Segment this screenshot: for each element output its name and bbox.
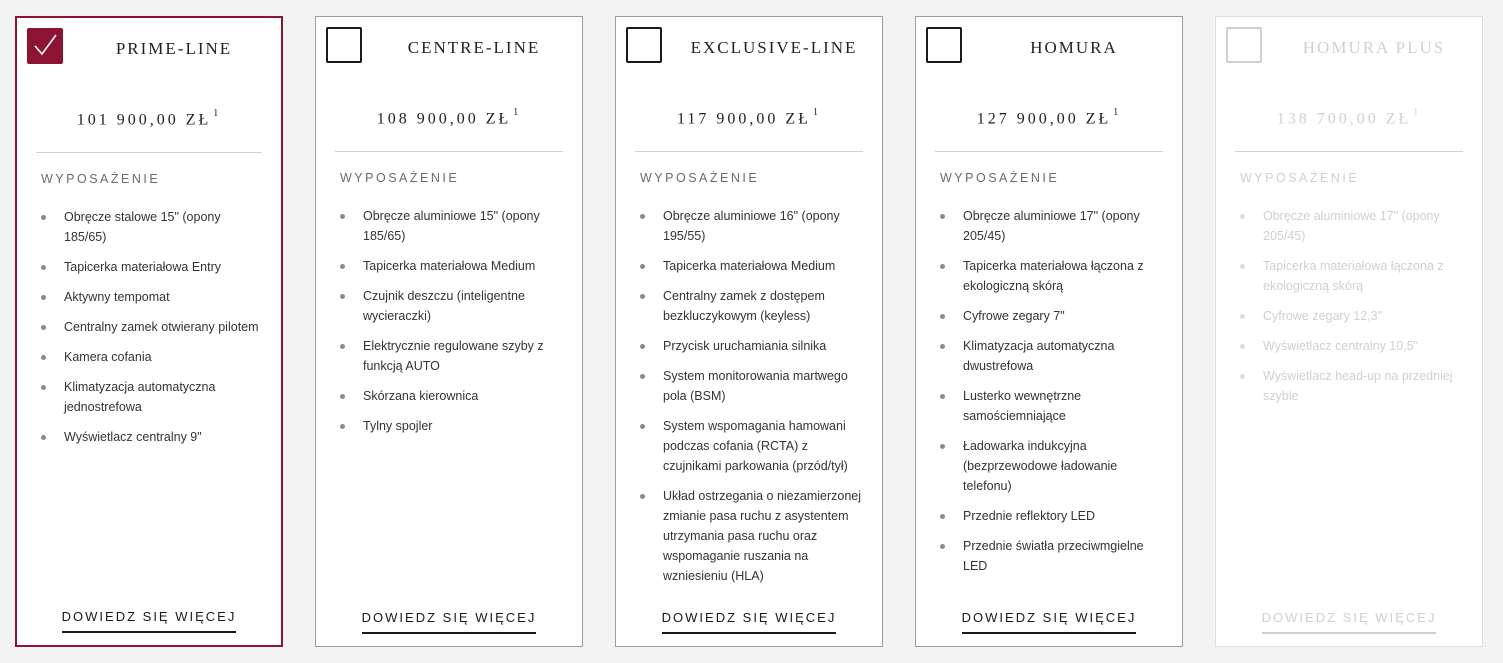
- trim-card-homura[interactable]: [915, 16, 1183, 647]
- price-value: 108 900,00 ZŁ: [376, 110, 512, 128]
- feature-item: Obręcze stalowe 15" (opony 185/65): [41, 207, 265, 247]
- feature-item: Tapicerka materiałowa Medium: [640, 256, 866, 276]
- feature-item: Ładowarka indukcyjna (bezprzewodowe ładowanie telefonu): [940, 436, 1166, 496]
- trim-name: PRIME-LINE: [115, 39, 233, 58]
- feature-list: [640, 206, 866, 596]
- feature-list: [41, 207, 265, 457]
- learn-more-link[interactable]: DOWIEDZ SIĘ WIĘCEJ: [362, 610, 537, 634]
- feature-item: Tapicerka materiałowa Entry: [41, 257, 265, 277]
- feature-item: Klimatyzacja automatyczna jednostrefowa: [41, 377, 265, 417]
- feature-list: [1240, 206, 1466, 416]
- feature-item: System wspomagania hamowani podczas cofania (RCTA) z czujnikami parkowania (przód/tył): [640, 416, 866, 476]
- select-checkbox[interactable]: [326, 27, 362, 63]
- trim-card-homura-plus: [1215, 16, 1483, 647]
- feature-list: [940, 206, 1166, 586]
- select-checkbox[interactable]: [626, 27, 662, 63]
- footnote-mark: 1: [1413, 107, 1422, 118]
- price-value: 117 900,00 ZŁ: [677, 110, 811, 128]
- feature-item: Lusterko wewnętrzne samościemniające: [940, 386, 1166, 426]
- trim-price: [1216, 109, 1482, 128]
- footnote-mark: 1: [513, 107, 522, 118]
- feature-item: Przycisk uruchamiania silnika: [640, 336, 866, 356]
- select-checkbox: [1226, 27, 1262, 63]
- trim-price: [316, 109, 582, 128]
- select-checkbox[interactable]: [926, 27, 962, 63]
- equipment-title: WYPOSAŻENIE: [340, 171, 460, 185]
- equipment-title: WYPOSAŻENIE: [1240, 171, 1360, 185]
- feature-item: Centralny zamek z dostępem bezkluczykowym (keyless): [640, 286, 866, 326]
- learn-more: [916, 609, 1182, 634]
- feature-item: Kamera cofania: [41, 347, 265, 367]
- learn-more-link[interactable]: DOWIEDZ SIĘ WIĘCEJ: [62, 609, 237, 633]
- feature-item: Tapicerka materiałowa łączona z ekologiczną skórą: [1240, 256, 1466, 296]
- feature-item: Cyfrowe zegary 12,3": [1240, 306, 1466, 326]
- feature-item: Aktywny tempomat: [41, 287, 265, 307]
- feature-item: Skórzana kierownica: [340, 386, 566, 406]
- price-value: 138 700,00 ZŁ: [1276, 110, 1412, 128]
- checkmark-icon: [31, 32, 59, 60]
- trim-card-exclusive-line[interactable]: [615, 16, 883, 647]
- divider: [635, 151, 863, 152]
- learn-more-link[interactable]: DOWIEDZ SIĘ WIĘCEJ: [662, 610, 837, 634]
- footnote-mark: 1: [1113, 107, 1122, 118]
- footnote-mark: 1: [812, 107, 821, 118]
- divider: [36, 152, 262, 153]
- feature-item: Cyfrowe zegary 7": [940, 306, 1166, 326]
- learn-more-link[interactable]: DOWIEDZ SIĘ WIĘCEJ: [962, 610, 1137, 634]
- feature-item: Tylny spojler: [340, 416, 566, 436]
- trim-name: HOMURA: [1030, 38, 1118, 57]
- learn-more: [17, 608, 281, 633]
- feature-item: System monitorowania martwego pola (BSM): [640, 366, 866, 406]
- feature-item: Przednie światła przeciwmgielne LED: [940, 536, 1166, 576]
- feature-item: Przednie reflektory LED: [940, 506, 1166, 526]
- feature-item: Obręcze aluminiowe 15" (opony 185/65): [340, 206, 566, 246]
- feature-item: Tapicerka materiałowa Medium: [340, 256, 566, 276]
- footnote-mark: 1: [213, 108, 222, 119]
- select-checkbox[interactable]: [27, 28, 63, 64]
- feature-item: Obręcze aluminiowe 16" (opony 195/55): [640, 206, 866, 246]
- feature-item: Centralny zamek otwierany pilotem: [41, 317, 265, 337]
- learn-more: [1216, 609, 1482, 634]
- equipment-title: WYPOSAŻENIE: [640, 171, 760, 185]
- divider: [935, 151, 1163, 152]
- trim-price: [916, 109, 1182, 128]
- feature-item: Wyświetlacz head-up na przedniej szybie: [1240, 366, 1466, 406]
- divider: [1235, 151, 1463, 152]
- equipment-title: WYPOSAŻENIE: [940, 171, 1060, 185]
- feature-item: Klimatyzacja automatyczna dwustrefowa: [940, 336, 1166, 376]
- trim-price: [17, 110, 281, 129]
- price-value: 127 900,00 ZŁ: [976, 110, 1112, 128]
- learn-more: [616, 609, 882, 634]
- price-value: 101 900,00 ZŁ: [76, 111, 212, 129]
- feature-item: Obręcze aluminiowe 17" (opony 205/45): [940, 206, 1166, 246]
- trim-name: HOMURA PLUS: [1302, 38, 1446, 57]
- trim-card-prime-line[interactable]: [15, 16, 283, 647]
- equipment-title: WYPOSAŻENIE: [41, 172, 161, 186]
- feature-item: Tapicerka materiałowa łączona z ekologiczną skórą: [940, 256, 1166, 296]
- feature-item: Wyświetlacz centralny 9": [41, 427, 265, 447]
- learn-more: [316, 609, 582, 634]
- feature-item: Obręcze aluminiowe 17" (opony 205/45): [1240, 206, 1466, 246]
- learn-more-link: DOWIEDZ SIĘ WIĘCEJ: [1262, 610, 1437, 634]
- feature-item: Elektrycznie regulowane szyby z funkcją AUTO: [340, 336, 566, 376]
- feature-item: Wyświetlacz centralny 10,5": [1240, 336, 1466, 356]
- trim-card-centre-line[interactable]: [315, 16, 583, 647]
- feature-item: Układ ostrzegania o niezamierzonej zmianie pasa ruchu z asystentem utrzymania pasa ruchu oraz wspomaganie ruszania na wzniesieniu (HLA): [640, 486, 866, 586]
- feature-list: [340, 206, 566, 446]
- feature-item: Czujnik deszczu (inteligentne wycieraczki): [340, 286, 566, 326]
- trim-name: EXCLUSIVE-LINE: [690, 38, 858, 57]
- divider: [335, 151, 563, 152]
- trim-price: [616, 109, 882, 128]
- trim-name: CENTRE-LINE: [407, 38, 541, 57]
